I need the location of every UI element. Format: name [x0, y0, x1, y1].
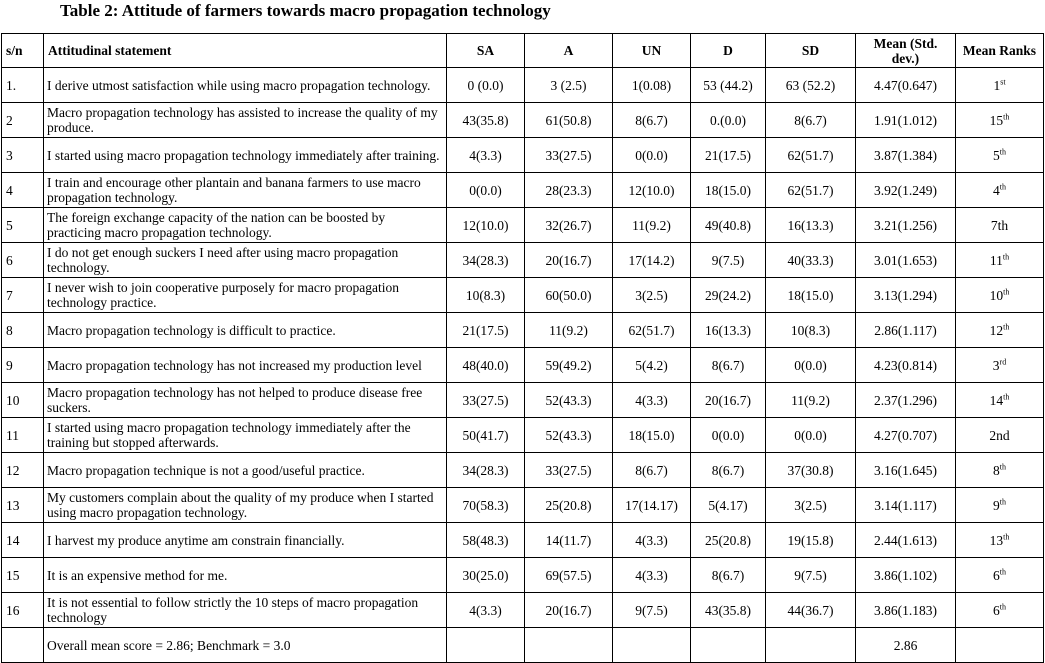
table-row [2, 348, 1044, 383]
table-row [2, 418, 1044, 453]
cell-a: 52(43.3) [525, 418, 613, 453]
rank-suffix: th [1002, 252, 1010, 261]
cell-sd: 10(8.3) [766, 313, 856, 348]
header-un: UN [613, 34, 691, 68]
rank-suffix: th [1003, 532, 1010, 541]
footer-empty [525, 628, 613, 663]
cell-un: 1(0.08) [613, 68, 691, 103]
cell-d: 49(40.8) [691, 208, 766, 243]
cell-d: 21(17.5) [691, 138, 766, 173]
cell-d: 8(6.7) [691, 453, 766, 488]
cell-a: 11(9.2) [525, 313, 613, 348]
cell-d: 8(6.7) [691, 348, 766, 383]
cell-mean: 3.21(1.256) [856, 208, 956, 243]
rank-suffix: th [999, 462, 1006, 471]
cell-un: 3(2.5) [613, 278, 691, 313]
cell-sd: 63 (52.2) [766, 68, 856, 103]
table-title: Table 2: Attitude of farmers towards macro propagation technology [60, 1, 551, 20]
cell-statement: My customers complain about the quality of my produce when I started using macro propagation technology. [44, 488, 447, 523]
cell-statement: Macro propagation technology has not helped to produce disease free suckers. [44, 383, 447, 418]
cell-d: 9(7.5) [691, 243, 766, 278]
rank-suffix: rd [999, 357, 1007, 366]
cell-rank [956, 523, 1044, 558]
cell-d: 20(16.7) [691, 383, 766, 418]
cell-a: 59(49.2) [525, 348, 613, 383]
rank-value: 2nd [989, 427, 1010, 443]
table-row [2, 173, 1044, 208]
rank-value: 13 [989, 532, 1004, 548]
cell-sd: 0(0.0) [766, 418, 856, 453]
cell-d: 0.(0.0) [691, 103, 766, 138]
cell-sn: 13 [2, 488, 44, 523]
cell-mean: 3.14(1.117) [856, 488, 956, 523]
rank-value: 8 [993, 462, 1000, 478]
cell-statement: Macro propagation technology has assisted to increase the quality of my produce. [44, 103, 447, 138]
cell-a: 14(11.7) [525, 523, 613, 558]
rank-suffix: th [999, 567, 1006, 576]
cell-rank [956, 173, 1044, 208]
cell-rank [956, 138, 1044, 173]
table-row [2, 383, 1044, 418]
cell-statement: It is an expensive method for me. [44, 558, 447, 593]
rank-value: 3 [992, 357, 1000, 373]
footer-empty [956, 628, 1044, 663]
cell-sa: 33(27.5) [447, 383, 525, 418]
cell-un: 17(14.17) [613, 488, 691, 523]
rank-suffix: th [999, 182, 1006, 191]
cell-a: 32(26.7) [525, 208, 613, 243]
cell-sd: 62(51.7) [766, 138, 856, 173]
table-row [2, 313, 1044, 348]
cell-rank [956, 558, 1044, 593]
cell-sn: 2 [2, 103, 44, 138]
cell-sa: 21(17.5) [447, 313, 525, 348]
cell-a: 28(23.3) [525, 173, 613, 208]
table-row [2, 593, 1044, 628]
cell-mean: 4.27(0.707) [856, 418, 956, 453]
rank-value: 11 [989, 252, 1003, 268]
cell-mean: 1.91(1.012) [856, 103, 956, 138]
footer-empty [447, 628, 525, 663]
rank-value: 1 [993, 77, 1001, 93]
cell-rank [956, 278, 1044, 313]
cell-sd: 8(6.7) [766, 103, 856, 138]
cell-statement: I started using macro propagation technology immediately after the training but stopped afterwards. [44, 418, 447, 453]
cell-statement: I never wish to join cooperative purposely for macro propagation technology practice. [44, 278, 447, 313]
cell-sd: 40(33.3) [766, 243, 856, 278]
cell-d: 5(4.17) [691, 488, 766, 523]
cell-rank [956, 243, 1044, 278]
cell-statement: I train and encourage other plantain and banana farmers to use macro propagation technology. [44, 173, 447, 208]
rank-value: 14 [989, 392, 1004, 408]
cell-sa: 0(0.0) [447, 173, 525, 208]
footer-empty [613, 628, 691, 663]
cell-un: 8(6.7) [613, 453, 691, 488]
cell-sa: 10(8.3) [447, 278, 525, 313]
cell-un: 4(3.3) [613, 523, 691, 558]
cell-statement: It is not essential to follow strictly the 10 steps of macro propagation technology [44, 593, 447, 628]
table-row [2, 558, 1044, 593]
cell-sa: 34(28.3) [447, 243, 525, 278]
rank-value: 7th [990, 217, 1009, 233]
cell-sd: 19(15.8) [766, 523, 856, 558]
rank-suffix: th [1003, 392, 1010, 401]
rank-suffix: th [999, 147, 1006, 156]
cell-sa: 43(35.8) [447, 103, 525, 138]
cell-sd: 16(13.3) [766, 208, 856, 243]
cell-sn: 15 [2, 558, 44, 593]
header-mean: Mean (Std. dev.) [856, 34, 956, 68]
header-a: A [525, 34, 613, 68]
cell-mean: 3.92(1.249) [856, 173, 956, 208]
cell-sd: 62(51.7) [766, 173, 856, 208]
cell-mean: 3.16(1.645) [856, 453, 956, 488]
cell-sd: 3(2.5) [766, 488, 856, 523]
rank-suffix: th [999, 602, 1006, 611]
rank-suffix: th [999, 497, 1006, 506]
cell-sn: 12 [2, 453, 44, 488]
header-row [2, 34, 1044, 68]
cell-un: 12(10.0) [613, 173, 691, 208]
cell-d: 53 (44.2) [691, 68, 766, 103]
cell-a: 33(27.5) [525, 138, 613, 173]
overall-mean-value: 2.86 [856, 628, 956, 663]
cell-sn: 4 [2, 173, 44, 208]
cell-rank [956, 418, 1044, 453]
cell-sn: 3 [2, 138, 44, 173]
cell-sd: 37(30.8) [766, 453, 856, 488]
cell-sn: 1. [2, 68, 44, 103]
table-row [2, 243, 1044, 278]
header-d: D [691, 34, 766, 68]
cell-a: 25(20.8) [525, 488, 613, 523]
cell-sn: 11 [2, 418, 44, 453]
cell-rank [956, 453, 1044, 488]
table-row [2, 488, 1044, 523]
rank-value: 9 [993, 497, 1000, 513]
table-row [2, 103, 1044, 138]
cell-sa: 4(3.3) [447, 138, 525, 173]
cell-sn: 6 [2, 243, 44, 278]
header-sn: s/n [2, 34, 44, 68]
cell-sa: 70(58.3) [447, 488, 525, 523]
table-row [2, 68, 1044, 103]
cell-sa: 58(48.3) [447, 523, 525, 558]
cell-statement: I derive utmost satisfaction while using macro propagation technology. [44, 68, 447, 103]
header-sd: SD [766, 34, 856, 68]
footer-row [2, 628, 1044, 663]
header-rank: Mean Ranks [956, 34, 1044, 68]
rank-suffix: st [1000, 77, 1006, 86]
cell-un: 17(14.2) [613, 243, 691, 278]
table-row [2, 278, 1044, 313]
rank-value: 6 [993, 602, 1000, 618]
cell-sa: 48(40.0) [447, 348, 525, 383]
table-row [2, 208, 1044, 243]
cell-d: 25(20.8) [691, 523, 766, 558]
cell-un: 9(7.5) [613, 593, 691, 628]
cell-mean: 3.01(1.653) [856, 243, 956, 278]
rank-value: 15 [989, 112, 1004, 128]
cell-rank [956, 348, 1044, 383]
cell-sn: 16 [2, 593, 44, 628]
footer-empty [766, 628, 856, 663]
rank-value: 4 [993, 182, 1000, 198]
header-sa: SA [447, 34, 525, 68]
cell-un: 4(3.3) [613, 558, 691, 593]
cell-sn: 9 [2, 348, 44, 383]
cell-sa: 50(41.7) [447, 418, 525, 453]
cell-mean: 4.23(0.814) [856, 348, 956, 383]
cell-statement: Macro propagation technique is not a good/useful practice. [44, 453, 447, 488]
cell-sn: 5 [2, 208, 44, 243]
cell-d: 43(35.8) [691, 593, 766, 628]
cell-mean: 3.86(1.102) [856, 558, 956, 593]
cell-mean: 2.44(1.613) [856, 523, 956, 558]
cell-un: 4(3.3) [613, 383, 691, 418]
cell-mean: 3.86(1.183) [856, 593, 956, 628]
cell-statement: Macro propagation technology is difficult to practice. [44, 313, 447, 348]
cell-rank [956, 313, 1044, 348]
cell-sa: 4(3.3) [447, 593, 525, 628]
cell-mean: 3.13(1.294) [856, 278, 956, 313]
cell-statement: I started using macro propagation technology immediately after training. [44, 138, 447, 173]
rank-value: 5 [993, 147, 1000, 163]
cell-rank [956, 593, 1044, 628]
cell-sn: 10 [2, 383, 44, 418]
cell-d: 8(6.7) [691, 558, 766, 593]
cell-mean: 4.47(0.647) [856, 68, 956, 103]
table-row [2, 138, 1044, 173]
rank-value: 10 [989, 287, 1004, 303]
cell-statement: I do not get enough suckers I need after using macro propagation technology. [44, 243, 447, 278]
cell-sd: 18(15.0) [766, 278, 856, 313]
cell-sd: 0(0.0) [766, 348, 856, 383]
cell-d: 29(24.2) [691, 278, 766, 313]
cell-rank [956, 208, 1044, 243]
cell-a: 20(16.7) [525, 243, 613, 278]
cell-un: 8(6.7) [613, 103, 691, 138]
cell-rank [956, 488, 1044, 523]
cell-a: 52(43.3) [525, 383, 613, 418]
footer-sn [2, 628, 44, 663]
cell-sa: 30(25.0) [447, 558, 525, 593]
cell-rank [956, 383, 1044, 418]
footer-empty [691, 628, 766, 663]
cell-a: 69(57.5) [525, 558, 613, 593]
table-row [2, 523, 1044, 558]
rank-suffix: th [1003, 112, 1010, 121]
cell-d: 0(0.0) [691, 418, 766, 453]
cell-sn: 7 [2, 278, 44, 313]
cell-sa: 12(10.0) [447, 208, 525, 243]
cell-a: 33(27.5) [525, 453, 613, 488]
cell-d: 16(13.3) [691, 313, 766, 348]
cell-mean: 2.37(1.296) [856, 383, 956, 418]
cell-sd: 44(36.7) [766, 593, 856, 628]
cell-un: 5(4.2) [613, 348, 691, 383]
cell-d: 18(15.0) [691, 173, 766, 208]
cell-un: 62(51.7) [613, 313, 691, 348]
cell-a: 20(16.7) [525, 593, 613, 628]
cell-sd: 9(7.5) [766, 558, 856, 593]
cell-statement: The foreign exchange capacity of the nation can be boosted by practicing macro propagation technology. [44, 208, 447, 243]
cell-sa: 0 (0.0) [447, 68, 525, 103]
cell-un: 18(15.0) [613, 418, 691, 453]
cell-a: 60(50.0) [525, 278, 613, 313]
overall-mean-statement: Overall mean score = 2.86; Benchmark = 3.0 [44, 628, 447, 663]
cell-sn: 8 [2, 313, 44, 348]
attitude-table [1, 33, 1044, 663]
table-row [2, 453, 1044, 488]
cell-statement: Macro propagation technology has not increased my production level [44, 348, 447, 383]
cell-statement: I harvest my produce anytime am constrain financially. [44, 523, 447, 558]
cell-mean: 3.87(1.384) [856, 138, 956, 173]
header-statement: Attitudinal statement [44, 34, 447, 68]
cell-mean: 2.86(1.117) [856, 313, 956, 348]
cell-rank [956, 68, 1044, 103]
cell-un: 0(0.0) [613, 138, 691, 173]
cell-a: 61(50.8) [525, 103, 613, 138]
rank-value: 6 [993, 567, 1000, 583]
cell-rank [956, 103, 1044, 138]
rank-value: 12 [989, 322, 1004, 338]
cell-un: 11(9.2) [613, 208, 691, 243]
cell-sn: 14 [2, 523, 44, 558]
cell-sa: 34(28.3) [447, 453, 525, 488]
cell-sd: 11(9.2) [766, 383, 856, 418]
rank-suffix: th [1003, 287, 1010, 296]
cell-a: 3 (2.5) [525, 68, 613, 103]
rank-suffix: th [1003, 322, 1010, 331]
